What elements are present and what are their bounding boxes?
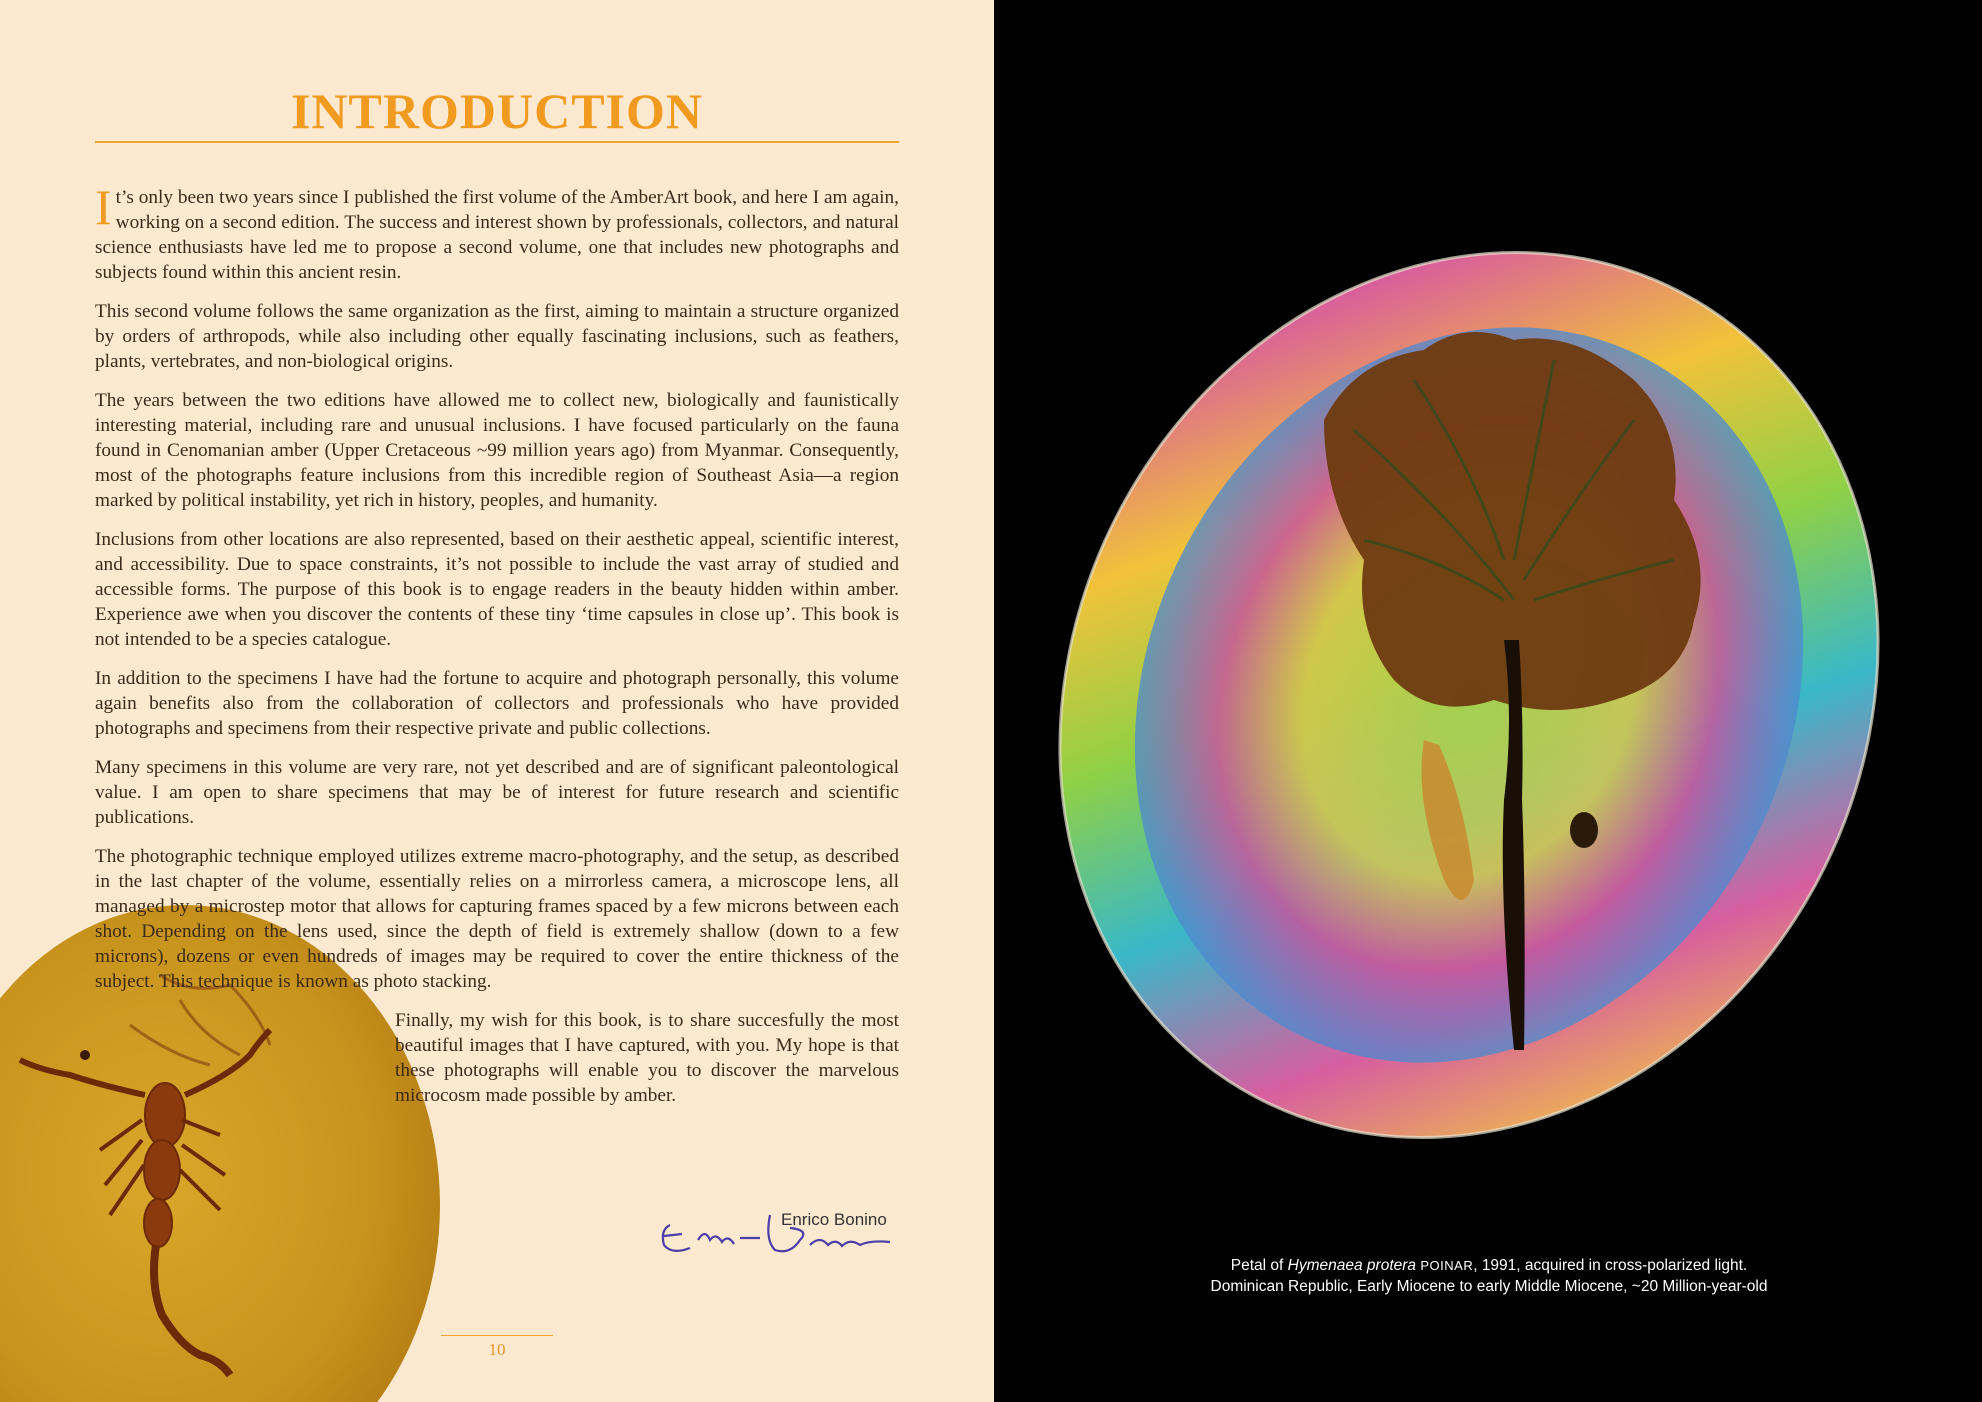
right-page [994, 0, 1982, 1402]
paragraph-6: Many specimens in this volume are very rare, not yet described and are of significant paleontological value. I am open to share specimens that may be of interest for future research and scientific publications. [95, 757, 899, 828]
paragraph-1: It’s only been two years since I published the first volume of the AmberArt book, and here I am again, working on a second edition. The success and interest shown by professionals, collectors, and natural science enthusiasts have led me to propose a second volume, one that includes new photographs and subjects found within this ancient resin. [95, 179, 899, 283]
paragraph-5: In addition to the specimens I have had the fortune to acquire and photograph personally, this volume again benefits also from the collaboration of collectors and professionals who have provided photographs and specimens from their respective private and public collections. [95, 668, 899, 739]
paragraph-7: The photographic technique employed utilizes extreme macro-photography, and the setup, as described in the last chapter of the volume, essentially relies on a mirrorless camera, a microscope lens, all managed by a microstep motor that allows for capturing frames spaced by a few microns between each shot. Depending on the lens used, since the depth of field is extremely shallow (down to a few microns), dozens or even hundreds of images may be required to cover the entire thickness of the subject. This technique is known as photo stacking. [95, 846, 899, 992]
amber-petal-photo [994, 0, 1982, 1402]
photo-caption [1094, 1255, 1884, 1297]
page-number-rule [441, 1335, 553, 1336]
page-title: INTRODUCTION [290, 83, 704, 139]
species-author: POINAR [1420, 1258, 1474, 1273]
author-name: Enrico Bonino [781, 1210, 887, 1229]
species-name: Hymenaea protera [1287, 1257, 1417, 1274]
paragraph-2: This second volume follows the same organization as the first, aiming to maintain a structure organized by orders of arthropods, while also including other equally fascinating inclusions, such as feathers, plants, vertebrates, and non-biological origins. [95, 301, 899, 372]
paragraph-8: Finally, my wish for this book, is to share succesfully the most beautiful images that I have captured, with you. My hope is that these photographs will enable you to discover the marvelous microcosm made possible by amber. [395, 1010, 899, 1106]
caption-line-1: Petal of Hymenaea protera POINAR, 1991, acquired in cross-polarized light. [1230, 1257, 1748, 1274]
paragraph-3: The years between the two editions have allowed me to collect new, biologically and faunistically interesting material, including rare and unusual inclusions. I have focused particularly on the fauna found in Cenomanian amber (Upper Cretaceous ~99 million years ago) from Myanmar. Consequently, most of the photographs feature inclusions from this incredible region of Southeast Asia—a region marked by political instability, yet rich in history, peoples, and humanity. [95, 390, 899, 511]
paragraph-4: Inclusions from other locations are also represented, based on their aesthetic appeal, scientific interest, and accessibility. Due to space constraints, it’s not possible to include the vast array of studied and accessible forms. The purpose of this book is to engage readers in the beauty hidden within amber. Experience awe when you discover the contents of these tiny ‘time capsules in close up’. This book is not intended to be a species catalogue. [95, 529, 899, 650]
caption-line-2: Dominican Republic, Early Miocene to early Middle Miocene, ~20 Million-year-old [1210, 1278, 1768, 1295]
title-divider [95, 141, 899, 143]
drop-cap: I [95, 179, 112, 235]
introduction-body [95, 179, 899, 1122]
author-signature [650, 1200, 910, 1260]
page-number: 10 [488, 1340, 506, 1359]
